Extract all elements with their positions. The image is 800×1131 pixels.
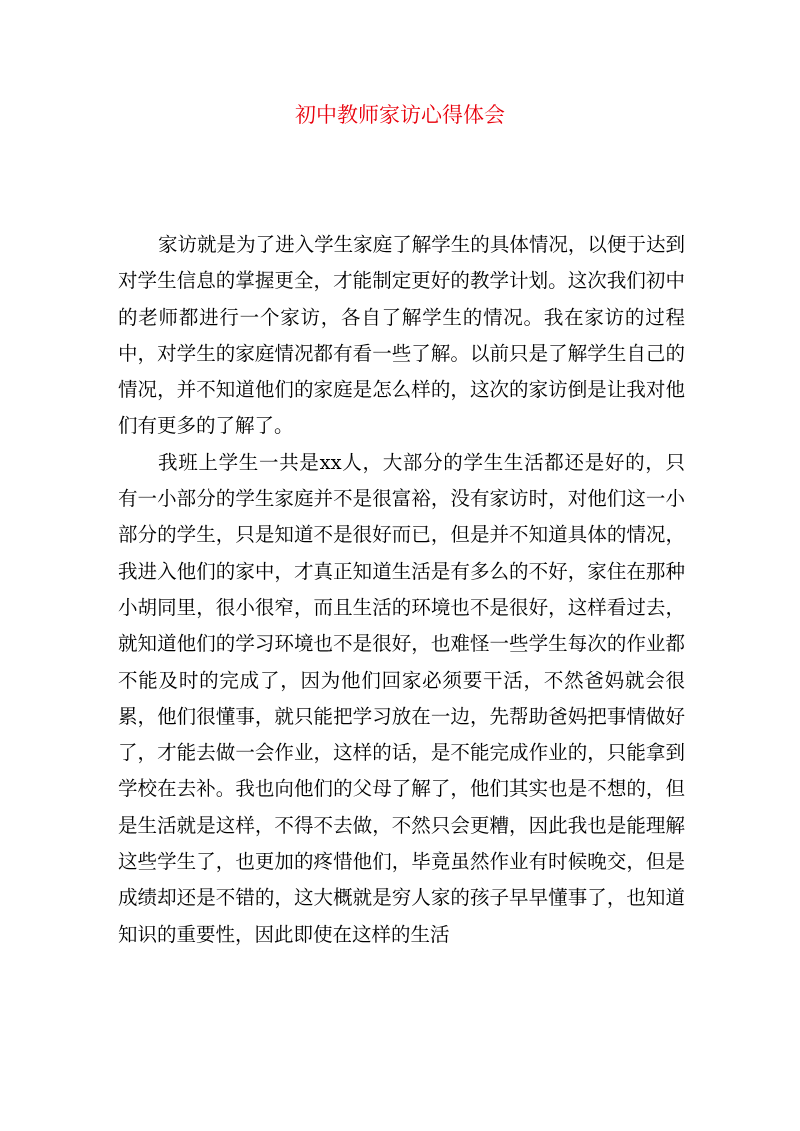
paragraph-1: 家访就是为了进入学生家庭了解学生的具体情况，以便于达到对学生信息的掌握更全，才能制定更好的教学计划。这次我们初中的老师都进行一个家访，各自了解学生的情况。我在家访的过程中，对学生的家庭情况都有看一些了解。以前只是了解学生自己的情况，并不知道他们的家庭是怎么样的，这次的家访倒是让我对他们有更多的了解了。 [118,233,685,438]
document-title: 初中教师家访心得体会 [295,103,505,127]
document-body [118,227,685,953]
paragraph-2: 我班上学生一共是xx人，大部分的学生生活都还是好的，只有一小部分的学生家庭并不是很富裕，没有家访时，对他们这一小部分的学生，只是知道不是很好而已，但是并不知道具体的情况，我进入他们的家中，才真正知道生活是有多么的不好，家住在那种小胡同里，很小很窄，而且生活的环境也不是很好，这样看过去，就知道他们的学习环境也不是很好，也难怪一些学生每次的作业都不能及时的完成了，因为他们回家必须要干活，不然爸妈就会很累，他们很懂事，就只能把学习放在一边，先帮助爸妈把事情做好了，才能去做一会作业，这样的话，是不能完成作业的，只能拿到学校在去补。我也向他们的父母了解了，他们其实也是不想的，但是生活就是这样，不得不去做，不然只会更糟，因此我也是能理解这些学生了，也更加的疼惜他们，毕竟虽然作业有时候晚交，但是成绩却还是不错的，这大概就是穷人家的孩子早早懂事了，也知道知识的重要性，因此即使在这样的生活 [118,450,685,946]
